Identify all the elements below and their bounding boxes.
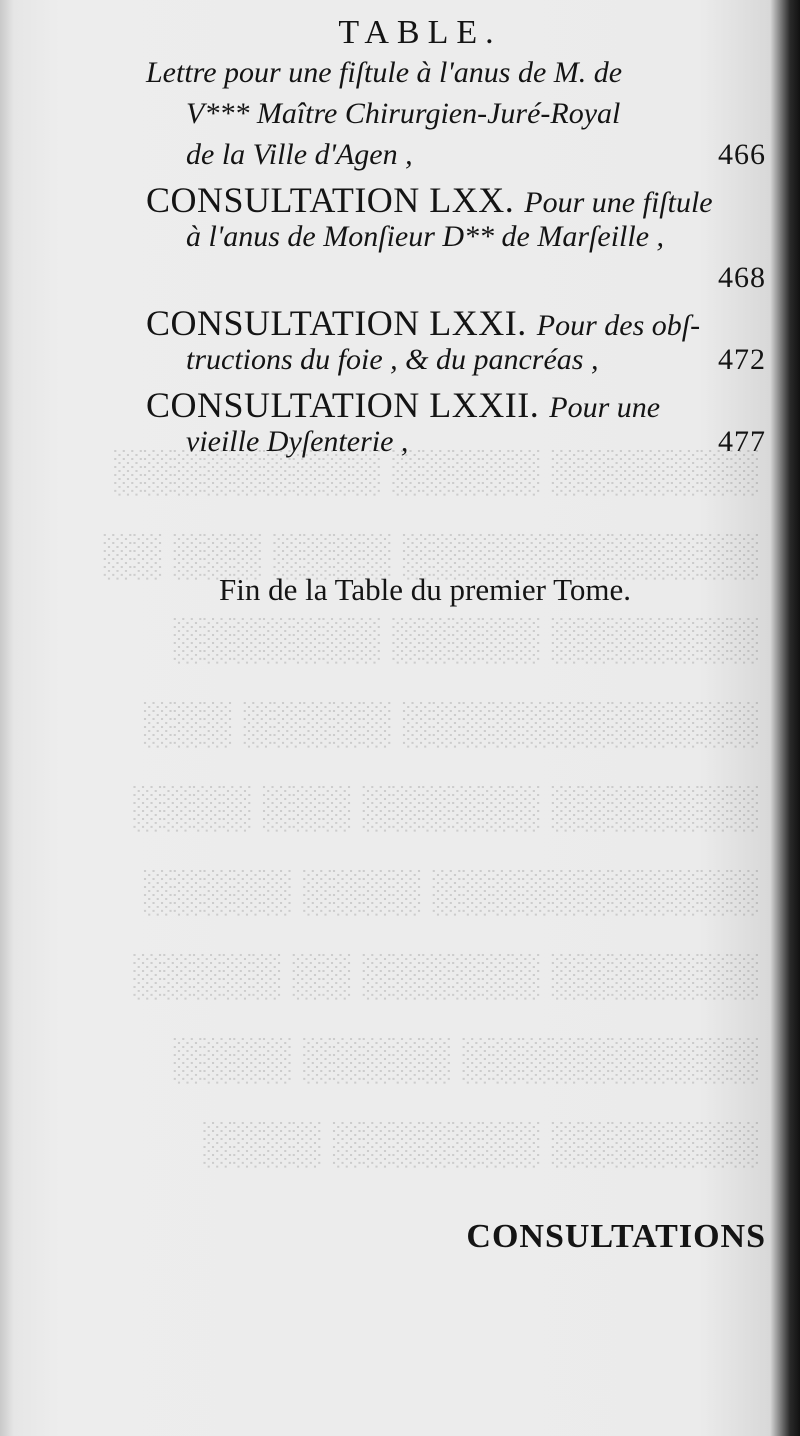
toc-entry-consultation-lxxi: [146, 302, 766, 384]
page-number: 477: [718, 425, 766, 458]
toc-entry-consultation-lxx: [146, 179, 766, 302]
consultation-heading: CONSULTATION LXX.: [146, 180, 515, 220]
entry-text: Lettre pour une fiſtule à l'anus de M. de: [146, 56, 623, 89]
entry-text: à l'anus de Monſieur D** de Marſeille ,: [186, 220, 665, 253]
toc-entry-lettre: [146, 56, 766, 179]
consultation-heading: CONSULTATION LXXII.: [146, 385, 540, 425]
entry-text: de la Ville d'Agen ,: [186, 138, 413, 171]
catchword: CONSULTATIONS: [466, 1218, 766, 1255]
page-number: 472: [718, 343, 766, 376]
entry-text: tructions du foie , & du pancréas ,: [186, 343, 599, 376]
closing-line: Fin de la Table du premier Tome.: [218, 572, 632, 607]
toc-entry-consultation-lxxii: [146, 384, 766, 466]
table-of-contents: [146, 56, 766, 466]
page-number: 466: [718, 138, 766, 171]
bleed-through-texture: ░░░░░░░ ░░░░░ ░░░░░░░░░ ░░░░░░░░░░░░ ░░░░ ░░░ ░░ ░░░░░░░ ░░░░░ ░░░░░░░ ░░░░░░░░░░░░ ░░░░░ ░░░ ░░░░░░░ ░░░░░░ ░░░ ░░░░ ░░░░░░░░░░░ ░░░░ ░░░░░ ░░░░░░░ ░░░░░░ ░░ ░░░░░ ░░░░░░░░░░ ░░░░░ ░░░░ ░░░░░░░ ░░░░░░░ ░░░░: [103, 449, 760, 1167]
entry-text: V*** Maître Chirurgien-Juré-Royal: [186, 97, 621, 130]
entry-text: Pour une: [549, 391, 661, 424]
consultation-heading: CONSULTATION LXXI.: [146, 303, 527, 343]
entry-text: Pour des obſ-: [536, 309, 701, 342]
page-number: 468: [718, 261, 766, 294]
entry-text: vieille Dyſenterie ,: [186, 425, 409, 458]
running-head: TABLE.: [338, 14, 502, 51]
entry-text: Pour une fiſtule: [524, 186, 713, 219]
